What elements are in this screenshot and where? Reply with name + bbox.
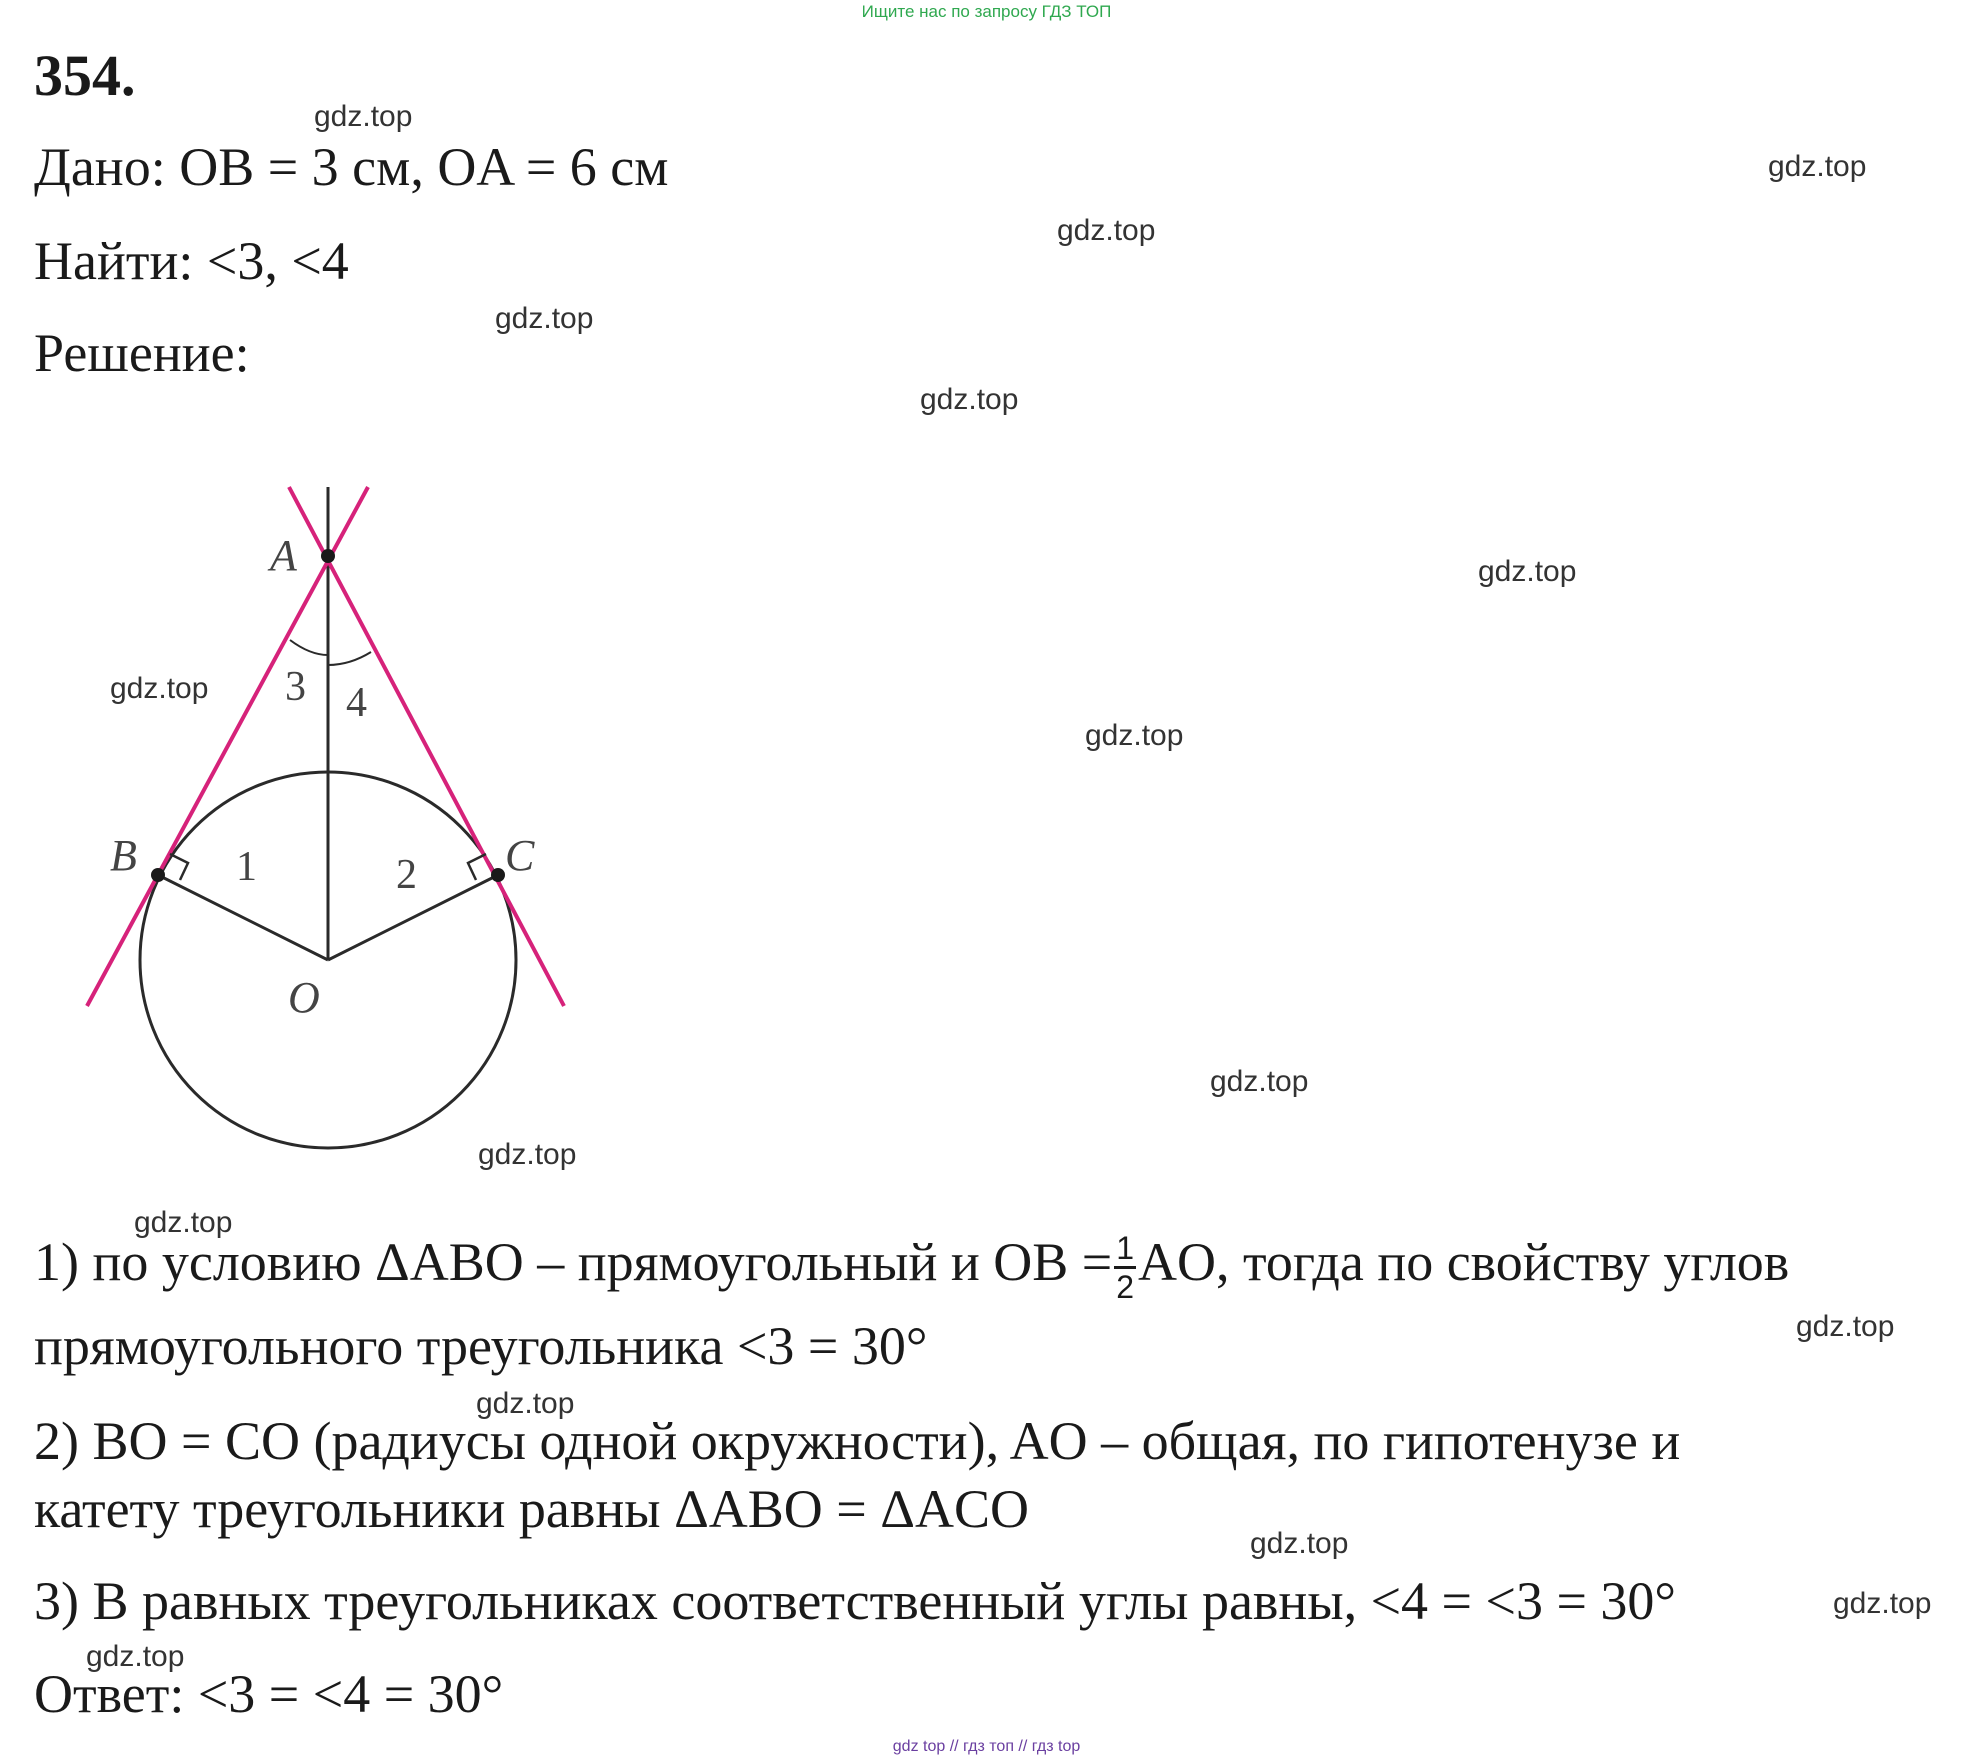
point-b: [151, 868, 165, 882]
fraction-denominator: 2: [1116, 1269, 1135, 1305]
watermark: gdz.top: [495, 302, 594, 335]
watermark: gdz.top: [314, 100, 413, 133]
angle-1-label: 1: [236, 844, 257, 890]
geometry-figure: [30, 470, 590, 1170]
angle-3-label: 3: [285, 664, 306, 710]
label-c: C: [505, 831, 535, 880]
angle-4-label: 4: [346, 680, 367, 726]
given-line: Дано: OB = 3 см, OA = 6 см: [34, 137, 669, 197]
angle-4-arc: [328, 652, 371, 665]
fraction-one-half: [1114, 1230, 1136, 1305]
step-3-line: 3) В равных треугольниках соответственный углы равны, <4 = <3 = 30°: [34, 1571, 1677, 1631]
step-2-line-1: 2) BO = CO (радиусы одной окружности), AO – общая, по гипотенузе и: [34, 1411, 1681, 1471]
find-line: Найти: <3, <4: [34, 231, 349, 291]
watermark: gdz.top: [110, 672, 209, 705]
tangent-ac: [289, 487, 564, 1006]
watermark: gdz.top: [1057, 214, 1156, 247]
watermark: gdz.top: [86, 1640, 185, 1673]
angle-2-label: 2: [396, 852, 417, 898]
label-a: A: [270, 531, 297, 580]
watermark: gdz.top: [920, 383, 1019, 416]
watermark: gdz.top: [478, 1138, 577, 1171]
right-angle-b: [170, 854, 188, 880]
watermark: gdz.top: [476, 1387, 575, 1420]
fraction-numerator: 1: [1114, 1230, 1136, 1269]
point-a: [321, 549, 335, 563]
tangent-ab: [87, 487, 368, 1006]
top-banner: Ищите нас по запросу ГДЗ ТОП: [861, 2, 1112, 21]
watermark: gdz.top: [134, 1206, 233, 1239]
watermark: gdz.top: [1250, 1527, 1349, 1560]
step-1-line-2: прямоугольного треугольника <3 = 30°: [34, 1316, 928, 1376]
label-b: B: [110, 831, 137, 880]
watermark: gdz.top: [1478, 555, 1577, 588]
bottom-banner: gdz top // гдз топ // гдз top: [892, 1738, 1081, 1755]
step-1-text-pre: 1) по условию ΔABO – прямоугольный и OB =: [34, 1231, 1113, 1292]
step-2-line-2: катету треугольники равны ΔABO = ΔACO: [34, 1479, 1029, 1539]
watermark: gdz.top: [1210, 1065, 1309, 1098]
watermark: gdz.top: [1796, 1310, 1895, 1343]
angle-3-arc: [290, 640, 328, 655]
solution-label: Решение:: [34, 323, 250, 383]
watermark: gdz.top: [1768, 150, 1867, 183]
step-1-line-1: [34, 1230, 1789, 1305]
answer-line: Ответ: <3 = <4 = 30°: [34, 1664, 504, 1724]
problem-number: 354.: [34, 43, 136, 108]
watermark: gdz.top: [1833, 1587, 1932, 1620]
point-c: [491, 868, 505, 882]
watermark: gdz.top: [1085, 719, 1184, 752]
label-o: O: [288, 973, 320, 1022]
step-1-text-post: AO, тогда по свойству углов: [1138, 1231, 1790, 1292]
